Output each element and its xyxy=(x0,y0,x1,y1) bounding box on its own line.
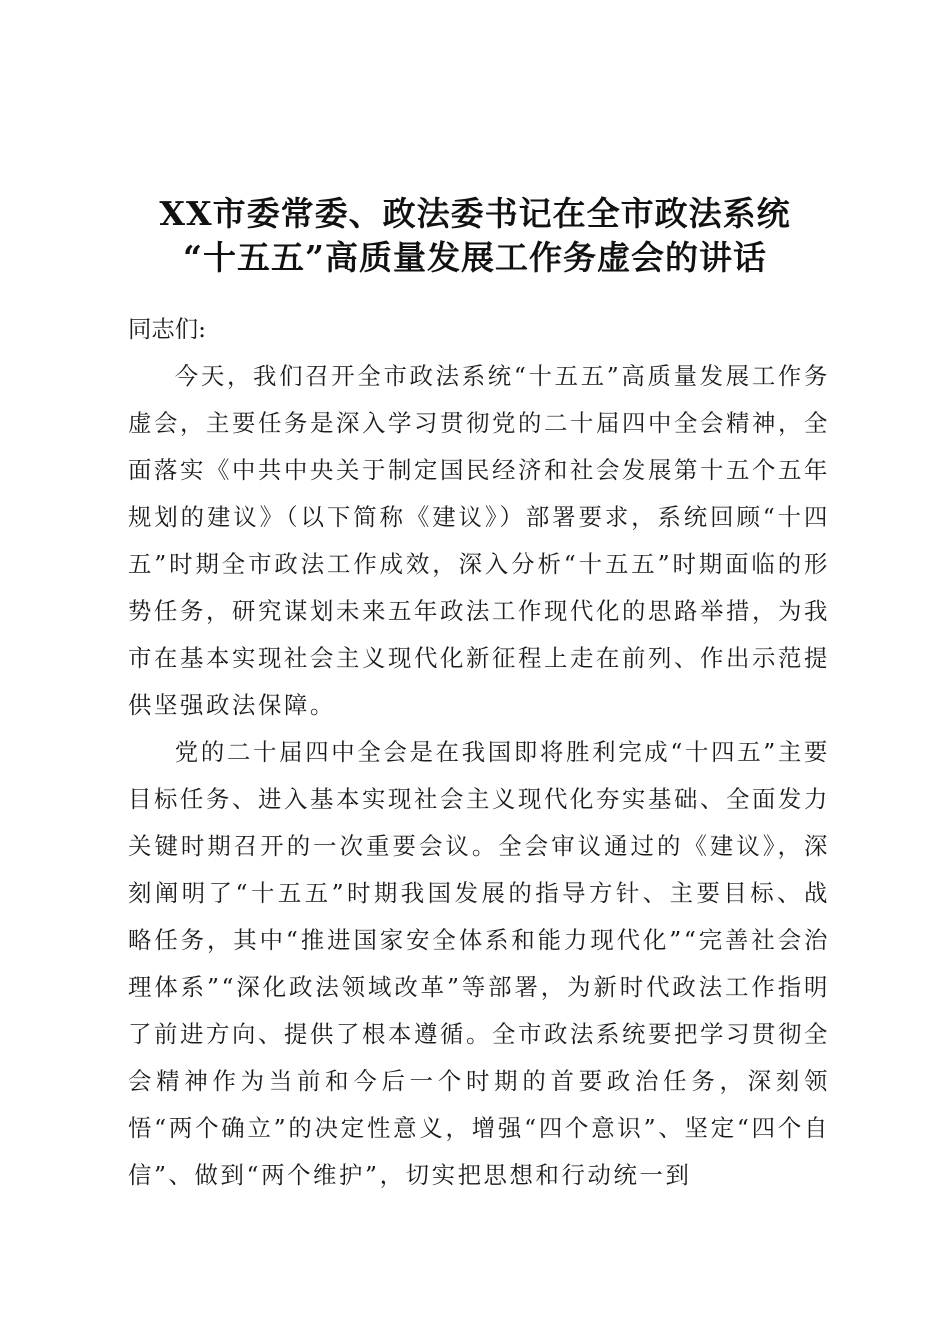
document-title xyxy=(90,192,860,280)
title-line-1: XX市委常委、政法委书记在全市政法系统 xyxy=(159,194,791,234)
paragraph-1: 今天，我们召开全市政法系统“十五五”高质量发展工作务虚会，主要任务是深入学习贯彻党的二十届四中全会精神，全面落实《中共中央关于制定国民经济和社会发展第十五个五年规划的建议》（以下简称《建议》）部署要求，系统回顾“十四五”时期全市政法工作成效，深入分析“十五五”时期面临的形势任务，研究谋划未来五年政法工作现代化的思路举措，为我市在基本实现社会主义现代化新征程上走在前列、作出示范提供坚强政法保障。 xyxy=(128,362,830,719)
paragraph-2: 党的二十届四中全会是在我国即将胜利完成“十四五”主要目标任务、进入基本实现社会主义现代化夯实基础、全面发力关键时期召开的一次重要会议。全会审议通过的《建议》，深刻阐明了“十五五”时期我国发展的指导方针、主要目标、战略任务，其中“推进国家安全体系和能力现代化”“完善社会治理体系”“深化政法领域改革”等部署，为新时代政法工作指明了前进方向、提供了根本遵循。全市政法系统要把学习贯彻全会精神作为当前和今后一个时期的首要政治任务，深刻领悟“两个确立”的决定性意义，增强“四个意识”、坚定“四个自信”、做到“两个维护”，切实把思想和行动统一到 xyxy=(128,738,831,1189)
title-line-2: “十五五”高质量发展工作务虚会的讲话 xyxy=(183,238,767,278)
document-body xyxy=(128,306,830,1199)
salutation: 同志们: xyxy=(128,315,207,343)
